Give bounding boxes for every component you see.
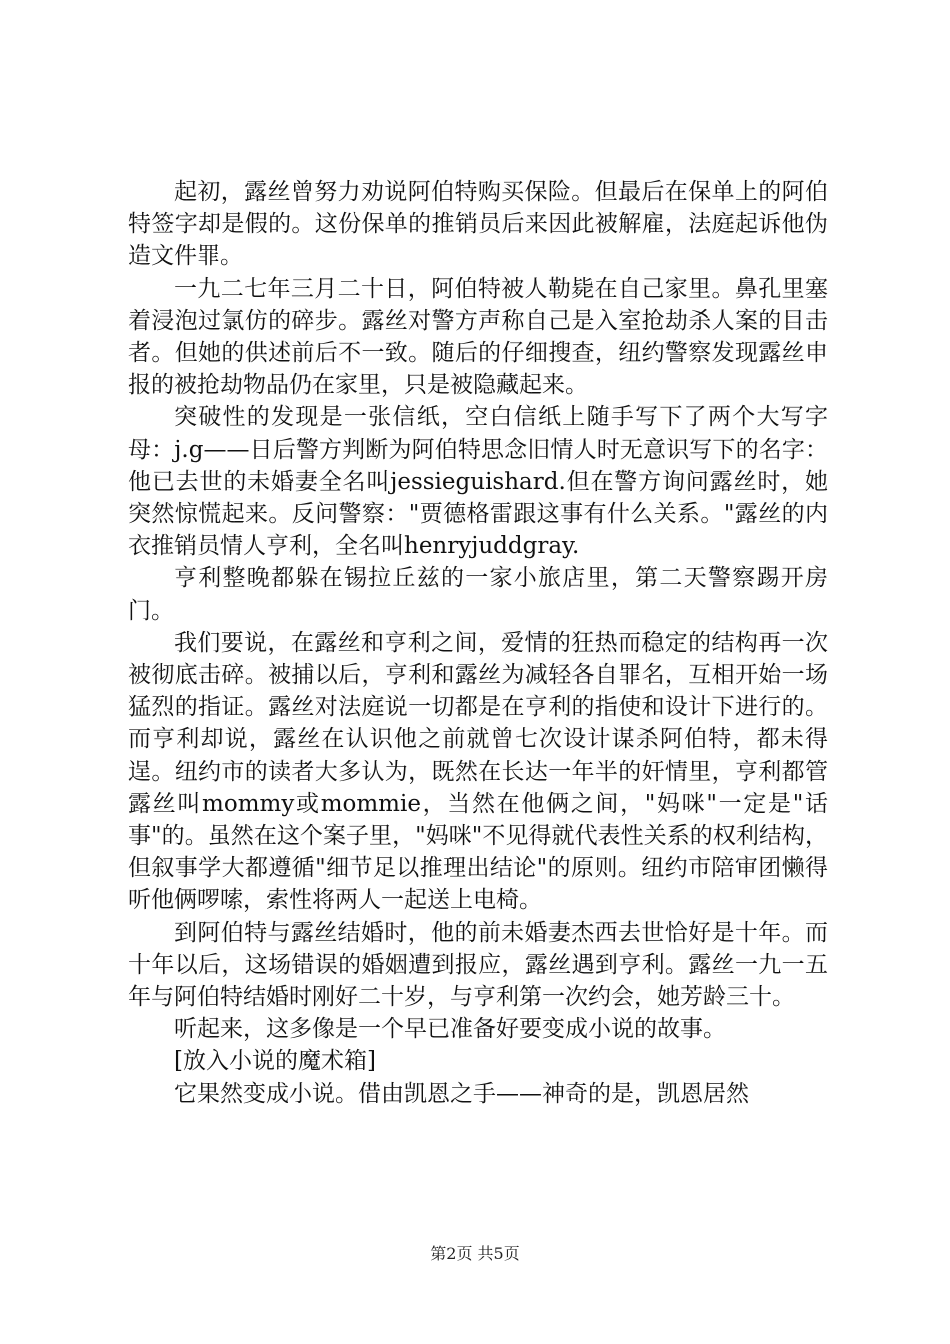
paragraph-5: 我们要说，在露丝和亨利之间，爱情的狂热而稳定的结构再一次被彻底击碎。被捕以后，亨利和露丝为减轻各自罪名，互相开始一场猛烈的指证。露丝对法庭说一切都是在亨利的指使和设计下进行的。而亨利却说，露丝在认识他之前就曾七次设计谋杀阿伯特，都未得逞。纽约市的读者大多认为，既然在长达一年半的奸情里，亨利都管露丝叫mommy或mommie，当然在他俩之间，"妈咪"一定是"话事"的。虽然在这个案子里，"妈咪"不见得就代表性关系的权利结构，但叙事学大都遵循"细节足以推理出结论"的原则。纽约市陪审团懒得听他俩啰嗦，索性将两人一起送上电椅。 bbox=[128, 629, 828, 914]
paragraph-1: 起初，露丝曾努力劝说阿伯特购买保险。但最后在保单上的阿伯特签字却是假的。这份保单的推销员后来因此被解雇，法庭起诉他伪造文件罪。 bbox=[128, 179, 828, 270]
paragraph-7: 听起来，这多像是一个早已准备好要变成小说的故事。 bbox=[174, 1016, 726, 1043]
paragraph-6: 到阿伯特与露丝结婚时，他的前未婚妻杰西去世恰好是十年。而十年以后，这场错误的婚姻遭到报应，露丝遇到亨利。露丝一九一五年与阿伯特结婚时刚好二十岁，与亨利第一次约会，她芳龄三十。 bbox=[128, 919, 828, 1011]
paragraph-4: 亨利整晚都躲在锡拉丘兹的一家小旅店里，第二天警察踢开房门。 bbox=[128, 565, 828, 624]
paragraph-8: 它果然变成小说。借由凯恩之手——神奇的是，凯恩居然 bbox=[174, 1080, 749, 1107]
page-total: 共5页 bbox=[477, 1244, 520, 1263]
document-body bbox=[128, 176, 828, 1110]
page-number: 第2页 bbox=[430, 1244, 473, 1263]
paragraph-2: 一九二七年三月二十日，阿伯特被人勒毙在自己家里。鼻孔里塞着浸泡过氯仿的碎步。露丝对警方声称自己是入室抢劫杀人案的目击者。但她的供述前后不一致。随后的仔细搜查，纽约警察发现露丝申报的被抢劫物品仍在家里，只是被隐藏起来。 bbox=[128, 275, 828, 399]
paragraph-3: 突破性的发现是一张信纸，空白信纸上随手写下了两个大写字母：j.g——日后警方判断为阿伯特思念旧情人时无意识写下的名字：他已去世的未婚妻全名叫jessieguishard.但在警方询问露丝时，她突然惊慌起来。反问警察："贾德格雷跟这事有什么关系。"露丝的内衣推销员情人亨利，全名叫henryjuddgray. bbox=[128, 404, 828, 560]
section-heading: [放入小说的魔术箱] bbox=[174, 1048, 376, 1075]
page-footer bbox=[0, 1244, 950, 1264]
